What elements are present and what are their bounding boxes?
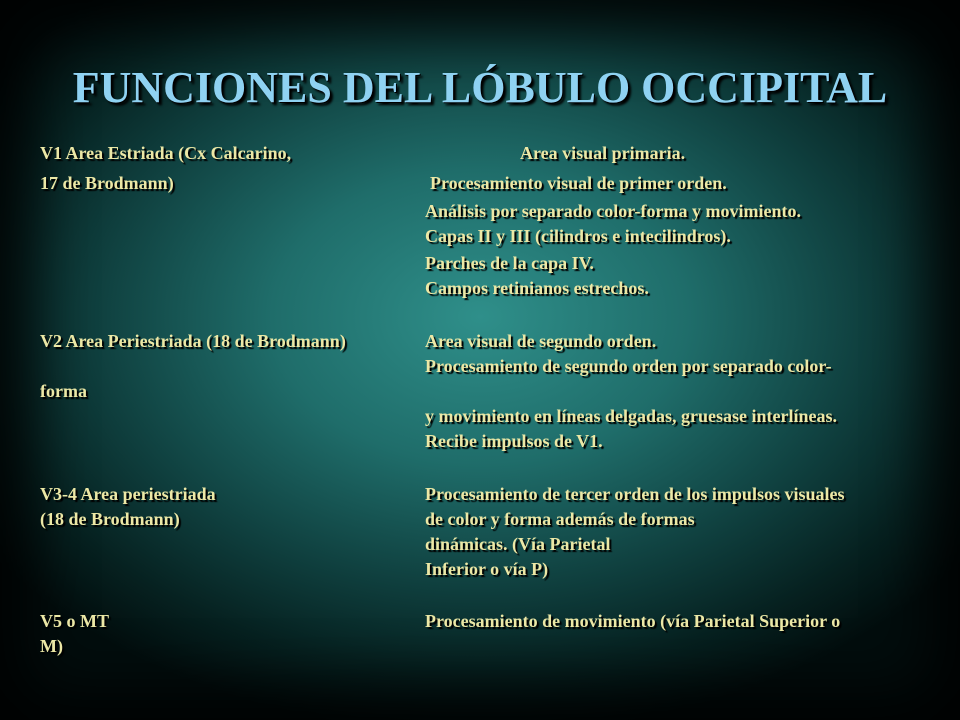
v5-desc-line: Procesamiento de movimiento (vía Parietal Superior o bbox=[425, 611, 841, 631]
v2-desc-line: Recibe impulsos de V1. bbox=[425, 431, 603, 451]
v34-area-line1: V3-4 Area periestriada bbox=[40, 484, 216, 504]
v1-desc-line: Análisis por separado color-forma y movimiento. bbox=[425, 201, 801, 221]
v1-desc-line: Procesamiento visual de primer orden. bbox=[430, 173, 727, 193]
v2-desc-line: Area visual de segundo orden. bbox=[425, 331, 657, 351]
v1-area-line1: V1 Area Estriada (Cx Calcarino, bbox=[40, 143, 292, 163]
v1-desc-line: Capas II y III (cilindros e intecilindros). bbox=[425, 226, 731, 246]
v2-desc-line: y movimiento en líneas delgadas, gruesase interlíneas. bbox=[425, 406, 837, 426]
slide-title: FUNCIONES DEL LÓBULO OCCIPITAL bbox=[72, 63, 888, 112]
v34-desc-line: de color y forma además de formas bbox=[425, 509, 695, 529]
v1-desc-line: Parches de la capa IV. bbox=[425, 253, 594, 273]
v2-desc-line: forma bbox=[40, 381, 87, 401]
v34-desc-line: Inferior o vía P) bbox=[425, 559, 549, 579]
v1-desc-line: Area visual primaria. bbox=[520, 143, 686, 163]
v5-area-line1: V5 o MT bbox=[40, 611, 109, 631]
v2-area: V2 Area Periestriada (18 de Brodmann) bbox=[40, 331, 346, 351]
v2-desc-line: Procesamiento de segundo orden por separado color- bbox=[425, 356, 832, 376]
v1-area-line2: 17 de Brodmann) bbox=[40, 173, 174, 193]
v34-desc-line: Procesamiento de tercer orden de los impulsos visuales bbox=[425, 484, 845, 504]
v5-area-line2: M) bbox=[40, 636, 63, 656]
v1-desc-line: Campos retinianos estrechos. bbox=[425, 278, 649, 298]
v34-area-line2: (18 de Brodmann) bbox=[40, 509, 180, 529]
v34-desc-line: dinámicas. (Vía Parietal bbox=[425, 534, 611, 554]
